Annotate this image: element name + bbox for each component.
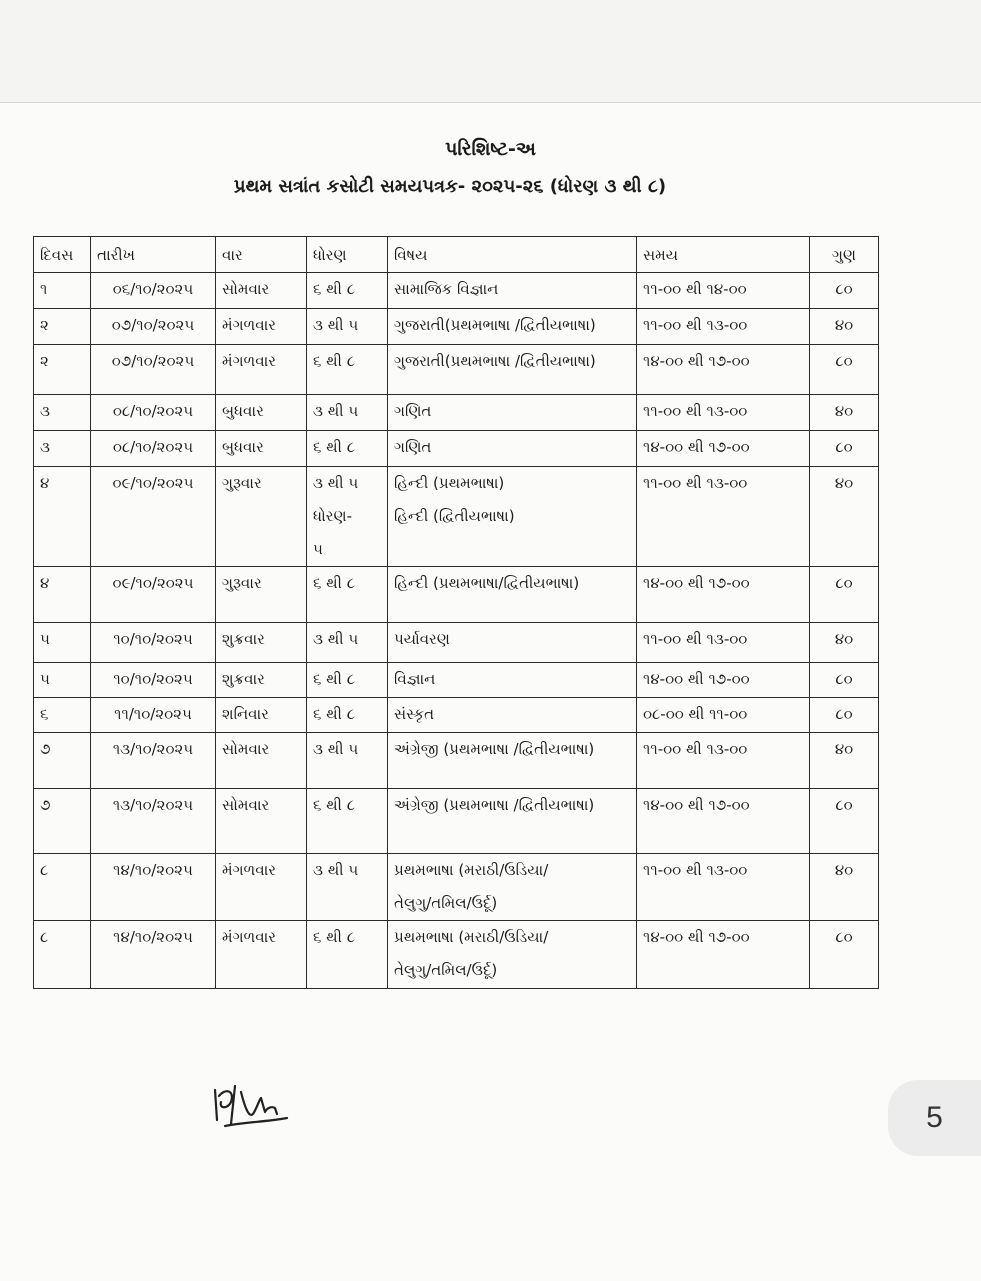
cell-time: ૧૪-૦૦ થી ૧૭-૦૦ — [637, 431, 810, 467]
cell-time: ૧૪-૦૦ થી ૧૭-૦૦ — [637, 921, 810, 989]
cell-subject — [388, 663, 637, 698]
cell-standard-line: ૩ થી ૫ — [313, 474, 359, 492]
cell-subject — [388, 395, 637, 431]
cell-date: ૦૮/૧૦/૨૦૨૫ — [91, 395, 216, 431]
cell-standard — [307, 698, 388, 733]
cell-time: ૧૪-૦૦ થી ૧૭-૦૦ — [637, 789, 810, 854]
cell-date: ૦૮/૧૦/૨૦૨૫ — [91, 431, 216, 467]
cell-day: ૫ — [34, 623, 91, 663]
cell-subject-line: સામાજિક વિજ્ઞાન — [394, 280, 499, 298]
cell-standard-line: ૬ થી ૮ — [313, 928, 355, 946]
cell-marks: ૪૦ — [810, 309, 879, 345]
cell-subject — [388, 467, 637, 567]
cell-day: ૫ — [34, 663, 91, 698]
cell-standard — [307, 623, 388, 663]
cell-time: ૧૧-૦૦ થી ૧૩-૦૦ — [637, 854, 810, 921]
cell-day: ૩ — [34, 395, 91, 431]
table-row — [34, 467, 879, 567]
cell-time: ૧૧-૦૦ થી ૧૪-૦૦ — [637, 273, 810, 309]
cell-standard-line: ૬ થી ૮ — [313, 796, 355, 814]
cell-standard — [307, 309, 388, 345]
cell-weekday: ગુરૂવાર — [216, 467, 307, 567]
cell-standard — [307, 854, 388, 921]
cell-standard-line: ૬ થી ૮ — [313, 438, 355, 456]
cell-standard-line: ૫ — [313, 540, 323, 558]
cell-standard-line: ૬ થી ૮ — [313, 280, 355, 298]
cell-marks: ૮૦ — [810, 431, 879, 467]
cell-weekday: મંગળવાર — [216, 921, 307, 989]
cell-subject — [388, 698, 637, 733]
cell-day: ૩ — [34, 431, 91, 467]
cell-subject-line: વિજ્ઞાન — [394, 670, 436, 688]
cell-date: ૧૧/૧૦/૨૦૨૫ — [91, 698, 216, 733]
cell-marks: ૮૦ — [810, 921, 879, 989]
cell-marks: ૮૦ — [810, 273, 879, 309]
cell-subject-line: તેલુગુ/તમિલ/ઉર્દૂ) — [394, 894, 498, 912]
cell-subject-line: તેલુગુ/તમિલ/ઉર્દૂ) — [394, 961, 498, 979]
table-row — [34, 431, 879, 467]
cell-date: ૦૯/૧૦/૨૦૨૫ — [91, 467, 216, 567]
cell-subject — [388, 623, 637, 663]
cell-marks: ૪૦ — [810, 395, 879, 431]
cell-standard — [307, 789, 388, 854]
table-row — [34, 921, 879, 989]
cell-standard — [307, 733, 388, 789]
table-row — [34, 698, 879, 733]
cell-subject — [388, 921, 637, 989]
cell-subject-line: પર્યાવરણ — [394, 630, 450, 648]
cell-weekday: મંગળવાર — [216, 854, 307, 921]
cell-time: ૧૪-૦૦ થી ૧૭-૦૦ — [637, 663, 810, 698]
cell-weekday: સોમવાર — [216, 273, 307, 309]
cell-date: ૧૪/૧૦/૨૦૨૫ — [91, 921, 216, 989]
cell-day: ૬ — [34, 698, 91, 733]
table-row — [34, 345, 879, 395]
col-header-date: તારીખ — [91, 237, 216, 273]
col-header-standard: ધોરણ — [307, 237, 388, 273]
cell-day: ૭ — [34, 789, 91, 854]
cell-time: ૧૧-૦૦ થી ૧૩-૦૦ — [637, 623, 810, 663]
signature — [205, 1078, 295, 1148]
cell-date: ૧૦/૧૦/૨૦૨૫ — [91, 623, 216, 663]
cell-weekday: બુધવાર — [216, 431, 307, 467]
cell-marks: ૪૦ — [810, 467, 879, 567]
cell-standard-line: ૩ થી ૫ — [313, 861, 359, 879]
cell-weekday: મંગળવાર — [216, 345, 307, 395]
table-row — [34, 395, 879, 431]
cell-subject-line: સંસ્કૃત — [394, 705, 435, 723]
cell-subject — [388, 345, 637, 395]
cell-time: ૧૧-૦૦ થી ૧૩-૦૦ — [637, 309, 810, 345]
cell-standard — [307, 273, 388, 309]
cell-date: ૧૩/૧૦/૨૦૨૫ — [91, 789, 216, 854]
cell-marks: ૮૦ — [810, 567, 879, 623]
page-number-badge: 5 — [888, 1080, 981, 1156]
cell-weekday: શુક્રવાર — [216, 623, 307, 663]
cell-standard — [307, 431, 388, 467]
cell-weekday: શુક્રવાર — [216, 663, 307, 698]
cell-subject-line: ગુજરાતી(પ્રથમભાષા /દ્વિતીયભાષા) — [394, 352, 596, 370]
cell-date: ૦૭/૧૦/૨૦૨૫ — [91, 345, 216, 395]
cell-marks: ૮૦ — [810, 345, 879, 395]
cell-standard-line: ૩ થી ૫ — [313, 740, 359, 758]
cell-standard-line: ૬ થી ૮ — [313, 670, 355, 688]
cell-day: ૧ — [34, 273, 91, 309]
cell-date: ૧૩/૧૦/૨૦૨૫ — [91, 733, 216, 789]
cell-marks: ૮૦ — [810, 698, 879, 733]
cell-standard — [307, 663, 388, 698]
cell-standard — [307, 921, 388, 989]
cell-date: ૦૭/૧૦/૨૦૨૫ — [91, 309, 216, 345]
table-row — [34, 567, 879, 623]
cell-time: ૧૧-૦૦ થી ૧૩-૦૦ — [637, 467, 810, 567]
cell-standard-line: ૬ થી ૮ — [313, 574, 355, 592]
cell-day: ૪ — [34, 567, 91, 623]
cell-day: ૮ — [34, 854, 91, 921]
appendix-title: પરિશિષ્ટ-અ — [445, 138, 536, 160]
cell-subject — [388, 733, 637, 789]
col-header-marks: ગુણ — [810, 237, 879, 273]
cell-date: ૦૬/૧૦/૨૦૨૫ — [91, 273, 216, 309]
cell-subject — [388, 789, 637, 854]
cell-subject — [388, 431, 637, 467]
exam-timetable — [33, 236, 879, 989]
cell-subject — [388, 854, 637, 921]
cell-standard-line: ૬ થી ૮ — [313, 352, 355, 370]
cell-day: ૪ — [34, 467, 91, 567]
cell-marks: ૮૦ — [810, 663, 879, 698]
cell-weekday: ગુરૂવાર — [216, 567, 307, 623]
table-row — [34, 854, 879, 921]
cell-time: ૦૮-૦૦ થી ૧૧-૦૦ — [637, 698, 810, 733]
cell-day: ૭ — [34, 733, 91, 789]
cell-standard-line: ૬ થી ૮ — [313, 705, 355, 723]
cell-marks: ૪૦ — [810, 854, 879, 921]
cell-time: ૧૧-૦૦ થી ૧૩-૦૦ — [637, 733, 810, 789]
cell-standard — [307, 467, 388, 567]
col-header-day: દિવસ — [34, 237, 91, 273]
cell-standard-line: ધોરણ- — [313, 507, 352, 525]
cell-marks: ૮૦ — [810, 789, 879, 854]
table-row — [34, 733, 879, 789]
cell-subject — [388, 309, 637, 345]
timetable-subtitle: પ્રથમ સત્રાંત કસોટી સમયપત્રક- ૨૦૨૫-૨૬ (ધોરણ ૩ થી ૮) — [233, 176, 667, 197]
cell-standard-line: ૩ થી ૫ — [313, 630, 359, 648]
cell-subject-line: અંગ્રેજી (પ્રથમભાષા /દ્વિતીયભાષા) — [394, 740, 595, 758]
cell-standard — [307, 345, 388, 395]
cell-marks: ૪૦ — [810, 623, 879, 663]
table-row — [34, 273, 879, 309]
cell-subject-line: હિન્દી (દ્વિતીયભાષા) — [394, 507, 515, 525]
cell-standard-line: ૩ થી ૫ — [313, 316, 359, 334]
table-header-row — [34, 237, 879, 273]
cell-weekday: સોમવાર — [216, 733, 307, 789]
cell-time: ૧૧-૦૦ થી ૧૩-૦૦ — [637, 395, 810, 431]
cell-date: ૧૪/૧૦/૨૦૨૫ — [91, 854, 216, 921]
cell-subject-line: ગુજરાતી(પ્રથમભાષા /દ્વિતીયભાષા) — [394, 316, 596, 334]
cell-subject — [388, 567, 637, 623]
cell-subject-line: અંગ્રેજી (પ્રથમભાષા /દ્વિતીયભાષા) — [394, 796, 595, 814]
cell-date: ૦૯/૧૦/૨૦૨૫ — [91, 567, 216, 623]
col-header-time: સમય — [637, 237, 810, 273]
cell-weekday: મંગળવાર — [216, 309, 307, 345]
cell-subject-line: પ્રથમભાષા (મરાઠી/ઉડિયા/ — [394, 861, 549, 879]
cell-weekday: શનિવાર — [216, 698, 307, 733]
cell-day: ૨ — [34, 345, 91, 395]
cell-day: ૨ — [34, 309, 91, 345]
cell-subject-line: પ્રથમભાષા (મરાઠી/ઉડિયા/ — [394, 928, 549, 946]
cell-standard-line: ૩ થી ૫ — [313, 402, 359, 420]
table-row — [34, 663, 879, 698]
col-header-weekday: વાર — [216, 237, 307, 273]
cell-subject — [388, 273, 637, 309]
cell-subject-line: ગણિત — [394, 438, 432, 456]
cell-subject-line: હિન્દી (પ્રથમભાષા/દ્વિતીયભાષા) — [394, 574, 580, 592]
cell-weekday: સોમવાર — [216, 789, 307, 854]
cell-subject-line: ગણિત — [394, 402, 432, 420]
cell-date: ૧૦/૧૦/૨૦૨૫ — [91, 663, 216, 698]
cell-time: ૧૪-૦૦ થી ૧૭-૦૦ — [637, 345, 810, 395]
table-row — [34, 789, 879, 854]
cell-subject-line: હિન્દી (પ્રથમભાષા) — [394, 474, 505, 492]
table-row — [34, 309, 879, 345]
cell-time: ૧૪-૦૦ થી ૧૭-૦૦ — [637, 567, 810, 623]
cell-standard — [307, 395, 388, 431]
table-row — [34, 623, 879, 663]
cell-standard — [307, 567, 388, 623]
cell-marks: ૪૦ — [810, 733, 879, 789]
cell-weekday: બુધવાર — [216, 395, 307, 431]
cell-day: ૮ — [34, 921, 91, 989]
col-header-subject: વિષય — [388, 237, 637, 273]
